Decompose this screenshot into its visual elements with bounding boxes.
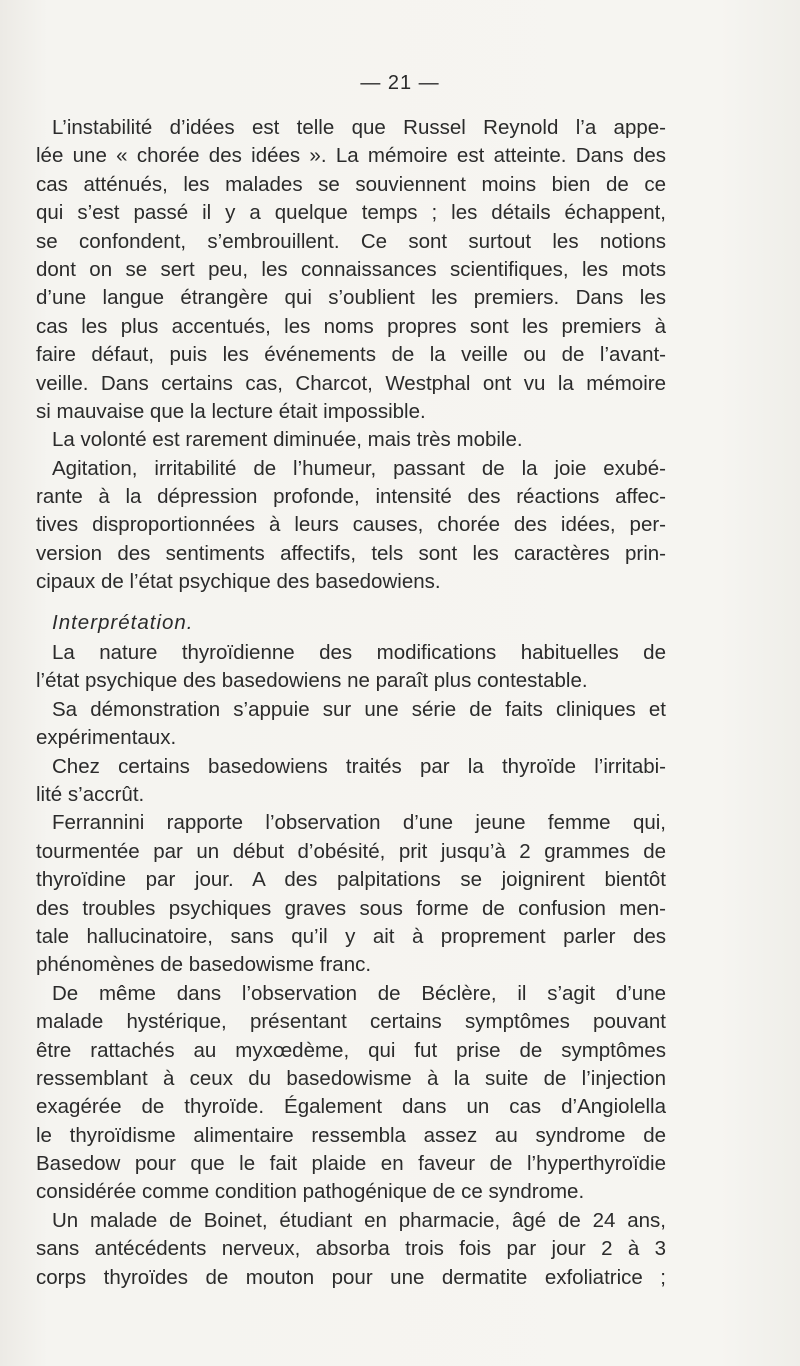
text-line: corps thyroïdes de mouton pour une dermatite exfoliatrice ; — [36, 1265, 666, 1289]
text-line: Ferrannini rapporte l’observation d’une jeune femme qui, — [52, 811, 666, 835]
text-line: Sa démonstration s’appuie sur une série de faits cliniques et — [52, 697, 666, 721]
text-line: La volonté est rarement diminuée, mais très mobile. — [52, 428, 523, 452]
text-line: version des sentiments affectifs, tels sont les caractères prin- — [36, 541, 666, 565]
text-line: rante à la dépression profonde, intensité des réactions affec- — [36, 485, 666, 509]
text-line: tale hallucinatoire, sans qu’il y ait à proprement parler des — [36, 924, 666, 948]
paragraph — [36, 639, 666, 696]
text-line: cas atténués, les malades se souviennent moins bien de ce — [36, 172, 666, 196]
text-line: d’une langue étrangère qui s’oublient les premiers. Dans les — [36, 286, 666, 310]
text-line: La nature thyroïdienne des modifications habituelles de — [52, 641, 666, 665]
text-line: lée une « chorée des idées ». La mémoire est atteinte. Dans des — [36, 144, 666, 168]
text-line: L’instabilité d’idées est telle que Russel Reynold l’a appe- — [52, 116, 666, 139]
text-line: l’état psychique des basedowiens ne paraît plus contestable. — [36, 669, 588, 693]
body-text — [36, 114, 666, 1292]
text-line: De même dans l’observation de Béclère, il s’agit d’une — [52, 981, 666, 1005]
text-line: exagérée de thyroïde. Également dans un cas d’Angiolella — [36, 1095, 666, 1119]
page-number: — 21 — — [360, 72, 440, 94]
text-line: Basedow pour que le fait plaide en faveur de l’hyperthyroïdie — [36, 1152, 666, 1176]
text-line: expérimentaux. — [36, 726, 177, 750]
text-line: considérée comme condition pathogénique de ce syndrome. — [36, 1180, 585, 1204]
text-line: phénomènes de basedowisme franc. — [36, 953, 372, 977]
text-line: Chez certains basedowiens traités par la thyroïde l’irritabi- — [52, 754, 666, 778]
text-line: thyroïdine par jour. A des palpitations se joignirent bientôt — [36, 868, 666, 892]
paragraph — [36, 753, 666, 810]
text-line: le thyroïdisme alimentaire ressembla assez au syndrome de — [36, 1123, 666, 1147]
text-line: ressemblant à ceux du basedowisme à la suite de l’injection — [36, 1066, 666, 1090]
text-line: tourmentée par un début d’obésité, prit jusqu’à 2 grammes de — [36, 839, 666, 863]
paragraph — [36, 1207, 666, 1292]
paragraph — [36, 426, 666, 454]
text-line: tives disproportionnées à leurs causes, chorée des idées, per- — [36, 513, 666, 537]
text-line: Agitation, irritabilité de l’humeur, passant de la joie exubé- — [52, 456, 666, 480]
text-line: faire défaut, puis les événements de la veille ou de l’avant- — [36, 343, 666, 367]
text-line: si mauvaise que la lecture était impossible. — [36, 399, 426, 423]
text-line: lité s’accrût. — [36, 782, 145, 806]
text-line: se confondent, s’embrouillent. Ce sont surtout les notions — [36, 229, 666, 253]
text-line: sans antécédents nerveux, absorba trois fois par jour 2 à 3 — [36, 1237, 666, 1261]
section-heading: Interprétation. — [52, 610, 194, 634]
text-line: des troubles psychiques graves sous forme de confusion men- — [36, 896, 666, 920]
text-line: dont on se sert peu, les connaissances scientifiques, les mots — [36, 257, 666, 281]
paragraph — [36, 696, 666, 753]
text-line: être rattachés au myxœdème, qui fut prise de symptômes — [36, 1038, 666, 1062]
text-line: qui s’est passé il y a quelque temps ; les détails échappent, — [36, 201, 666, 225]
paragraph — [36, 809, 666, 979]
text-line: cipaux de l’état psychique des basedowiens. — [36, 570, 441, 594]
text-line: cas les plus accentués, les noms propres sont les premiers à — [36, 314, 666, 338]
text-line: Un malade de Boinet, étudiant en pharmacie, âgé de 24 ans, — [52, 1208, 666, 1232]
paragraph — [36, 455, 666, 597]
paragraph — [36, 114, 666, 426]
text-line: malade hystérique, présentant certains symptômes pouvant — [36, 1010, 666, 1034]
text-line: veille. Dans certains cas, Charcot, Westphal ont vu la mémoire — [36, 371, 666, 395]
paragraph — [36, 980, 666, 1207]
